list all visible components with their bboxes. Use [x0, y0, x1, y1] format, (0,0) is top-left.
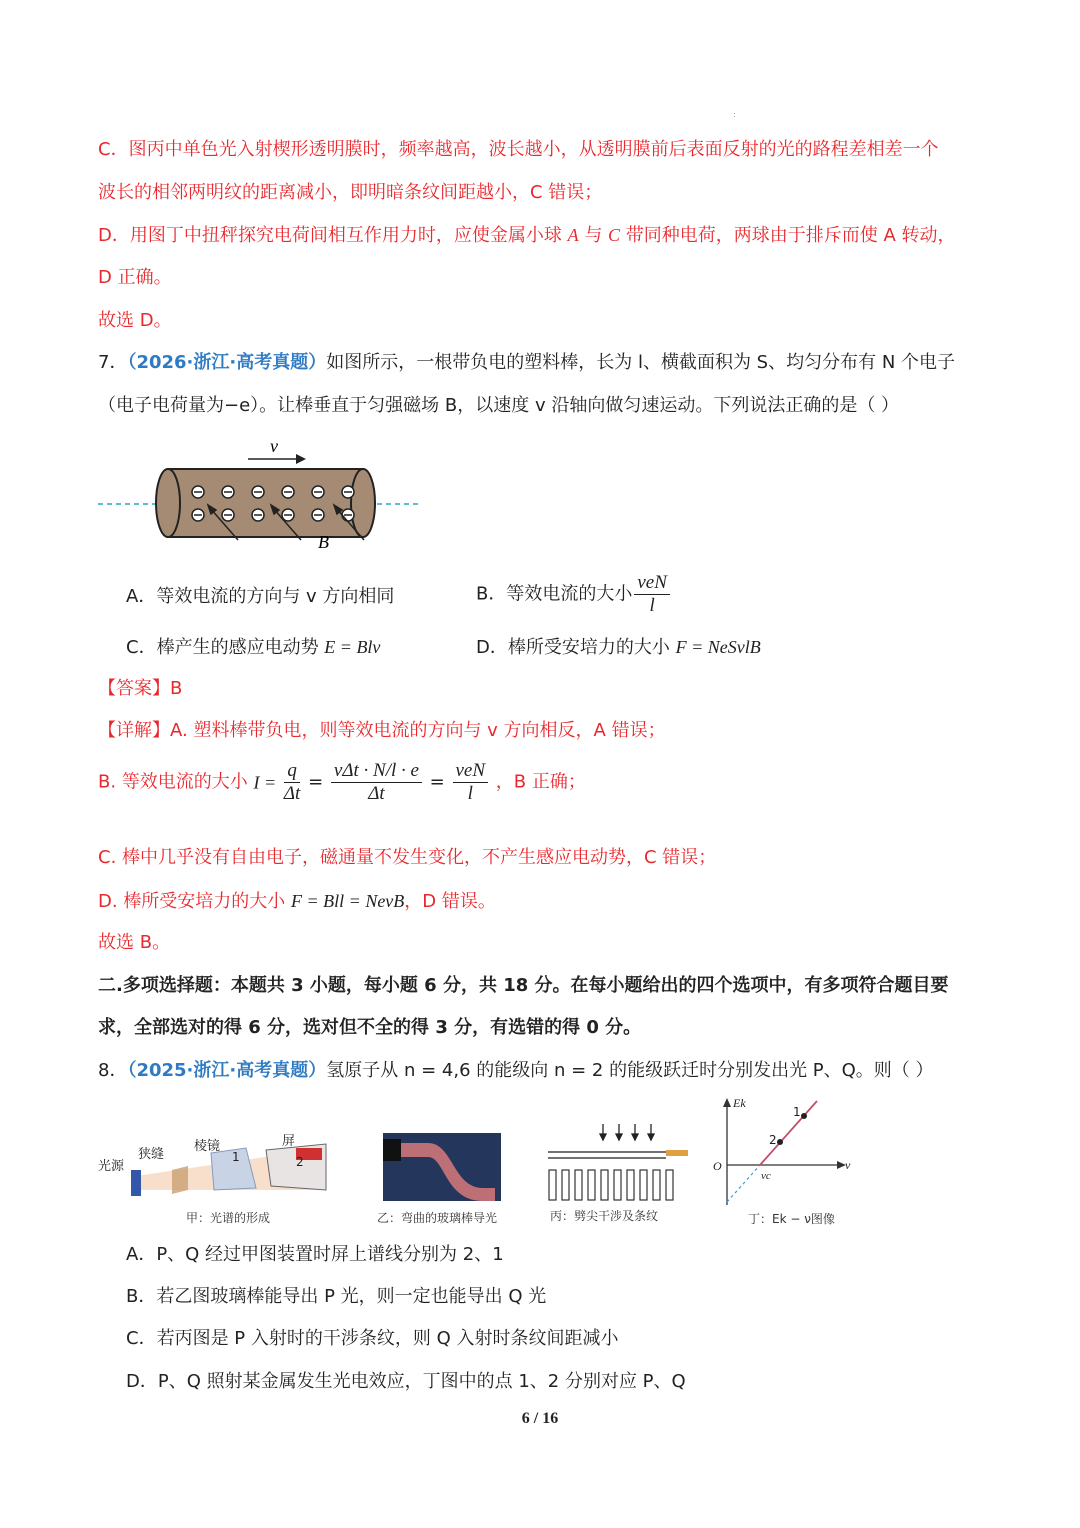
stray-mark: : [733, 110, 736, 119]
numerator: veN [634, 572, 670, 595]
fig4-caption: 丁：Ek − ν图像 [748, 1212, 835, 1226]
q7-option-c[interactable] [126, 634, 380, 661]
wedge-spacer [666, 1150, 688, 1156]
label-point-2: 2 [769, 1133, 777, 1147]
fraction-ven-over-l [453, 760, 489, 805]
fig3-caption: 丙：劈尖干涉及条纹 [550, 1209, 659, 1223]
fraction [634, 572, 670, 617]
denominator: l [649, 595, 655, 616]
q8-option-b[interactable]: B．若乙图玻璃棒能导出 P 光，则一定也能导出 Q 光 [126, 1286, 547, 1307]
option-text: D．棒所受安培力的大小 [476, 637, 676, 658]
detail-text: ，D 错误。 [404, 891, 496, 912]
interference-fringes [549, 1170, 673, 1200]
q8-stem [98, 1058, 934, 1084]
detail-text: B. 等效电流的大小 [98, 771, 248, 793]
field-label: B [318, 532, 329, 552]
q8-option-a[interactable]: A．P、Q 经过甲图装置时屏上谱线分别为 2、1 [126, 1244, 504, 1265]
q7-stem-line1 [98, 350, 955, 376]
formula-lhs: I = [253, 772, 277, 793]
incident-arrows [600, 1124, 654, 1140]
fraction-q-over-dt [284, 760, 300, 805]
q8-option-d[interactable]: D．P、Q 照射某金属发生光电效应，丁图中的点 1、2 分别对应 P、Q [126, 1371, 686, 1392]
solution-choose-d: 故选 D。 [98, 310, 172, 331]
detail-label: 【详解】 [98, 720, 170, 741]
formula: F = NeSvlB [675, 637, 761, 657]
section2-line1: 二.多项选择题：本题共 3 小题，每小题 6 分，共 18 分。在每小题给出的四个选项中，有多项符合题目要 [98, 975, 949, 996]
text: 与 [578, 225, 609, 246]
rod-left-end [156, 469, 180, 537]
detail-text: D. 棒所受安培力的大小 [98, 891, 292, 912]
solution-d-line2: D 正确。 [98, 267, 172, 288]
label-light-source: 光源 [98, 1159, 125, 1174]
label-slit: 狭缝 [138, 1147, 165, 1162]
denominator: l [467, 783, 473, 804]
fig2-caption: 乙：弯曲的玻璃棒导光 [377, 1211, 498, 1225]
rod-figure [98, 432, 428, 557]
label-nu-c: νc [761, 1170, 771, 1182]
wedge-interference-figure [546, 1122, 691, 1204]
q7-detail-a [98, 718, 666, 744]
option-text: B．等效电流的大小 [476, 583, 633, 605]
option-text: C．棒产生的感应电动势 [126, 637, 325, 658]
numerator: vΔt · N/l · e [331, 760, 422, 783]
detail-text: ，B 正确； [495, 771, 586, 793]
q8-option-c[interactable]: C．若丙图是 P 入射时的干涉条纹，则 Q 入射时条纹间距减小 [126, 1328, 619, 1349]
question-source: （2026·浙江·高考真题） [127, 352, 327, 373]
label-line-1: 1 [232, 1150, 240, 1164]
question-number: 7． [98, 352, 128, 373]
q7-detail-d [98, 888, 496, 915]
label-point-1: 1 [793, 1105, 801, 1119]
question-text: 如图所示，一根带负电的塑料棒，长为 l、横截面积为 S、均匀分布有 N 个电子 [326, 352, 956, 373]
section2-line2: 求，全部选对的得 6 分，选对但不全的得 3 分，有选错的得 0 分。 [98, 1017, 642, 1038]
formula: E = Blv [324, 637, 381, 657]
spectrum-figure [96, 1128, 336, 1203]
q7-option-a[interactable]: A．等效电流的方向与 v 方向相同 [126, 586, 395, 607]
fraction-vdt [331, 760, 422, 805]
label-line-2: 2 [296, 1155, 304, 1169]
detail-text: A. 塑料棒带负电，则等效电流的方向与 v 方向相反，A 错误； [170, 720, 666, 741]
q7-detail-b: B. 等效电流的大小 I = $\frac{q}{\Delta t}$ = $\frac{\text{vΔt · N/l · e}}{\Delta t}$ = $\frac{\text{veN}}{l}$ ，B 正确； [98, 760, 586, 804]
point-2 [777, 1139, 783, 1145]
answer-value: B [170, 678, 183, 699]
q7-option-b[interactable] [476, 572, 672, 617]
question-text: 氢原子从 n = 4,6 的能级向 n = 2 的能级跃迁时分别发出光 P、Q。则（ ） [326, 1060, 934, 1081]
rod-holder [383, 1139, 401, 1161]
label-prism: 棱镜 [194, 1139, 221, 1154]
ek-nu-graph [705, 1095, 855, 1210]
text: D．用图丁中扭秤探究电荷间相互作用力时，应使金属小球 [98, 225, 568, 246]
rod-right-end [351, 469, 375, 537]
glass-rod-figure [383, 1133, 501, 1201]
solution-d-line1 [98, 222, 956, 249]
q7-stem-line2: （电子电荷量为−e）。让棒垂直于匀强磁场 B，以速度 v 沿轴向做匀速运动。下列说法正确的是（ ） [98, 395, 900, 416]
var-c: C [608, 225, 621, 245]
var-a: A [567, 225, 579, 245]
rod-body [168, 469, 363, 537]
numerator: q [284, 760, 300, 783]
q7-choose: 故选 B。 [98, 932, 171, 953]
answer-label: 【答案】 [98, 678, 170, 699]
point-1 [801, 1113, 807, 1119]
label-origin: O [713, 1159, 722, 1173]
denominator: Δt [283, 783, 301, 804]
extrapolated-line [727, 1165, 760, 1202]
q7-option-d[interactable] [476, 634, 761, 661]
denominator: Δt [368, 783, 385, 804]
label-ek: Ek [733, 1096, 746, 1110]
numerator: veN [453, 760, 489, 783]
q7-answer [98, 676, 182, 702]
velocity-arrowhead [296, 454, 306, 464]
slit-plate [172, 1166, 188, 1194]
q7-detail-c: C. 棒中几乎没有自由电子，磁通量不发生变化，不产生感应电动势，C 错误； [98, 847, 717, 868]
formula: F = Bll = NevB [291, 891, 405, 911]
question-source: （2025·浙江·高考真题） [127, 1060, 327, 1081]
page-number: 6 / 16 [521, 1410, 559, 1427]
solution-c-line1: C．图丙中单色光入射楔形透明膜时，频率越高，波长越小，从透明膜前后表面反射的光的路程差相差一个 [98, 139, 939, 160]
light-source-block [131, 1170, 141, 1196]
solution-c-line2: 波长的相邻两明纹的距离减小，即明暗条纹间距越小，C 错误； [98, 182, 603, 203]
label-nu: ν [845, 1158, 851, 1172]
question-number: 8． [98, 1060, 128, 1081]
velocity-label: v [270, 436, 278, 456]
fig1-caption: 甲：光谱的形成 [186, 1211, 271, 1225]
text: 带同种电荷，两球由于排斥而使 A 转动， [620, 225, 956, 246]
label-screen: 屏 [282, 1134, 296, 1149]
y-axis-arrow [723, 1098, 731, 1107]
